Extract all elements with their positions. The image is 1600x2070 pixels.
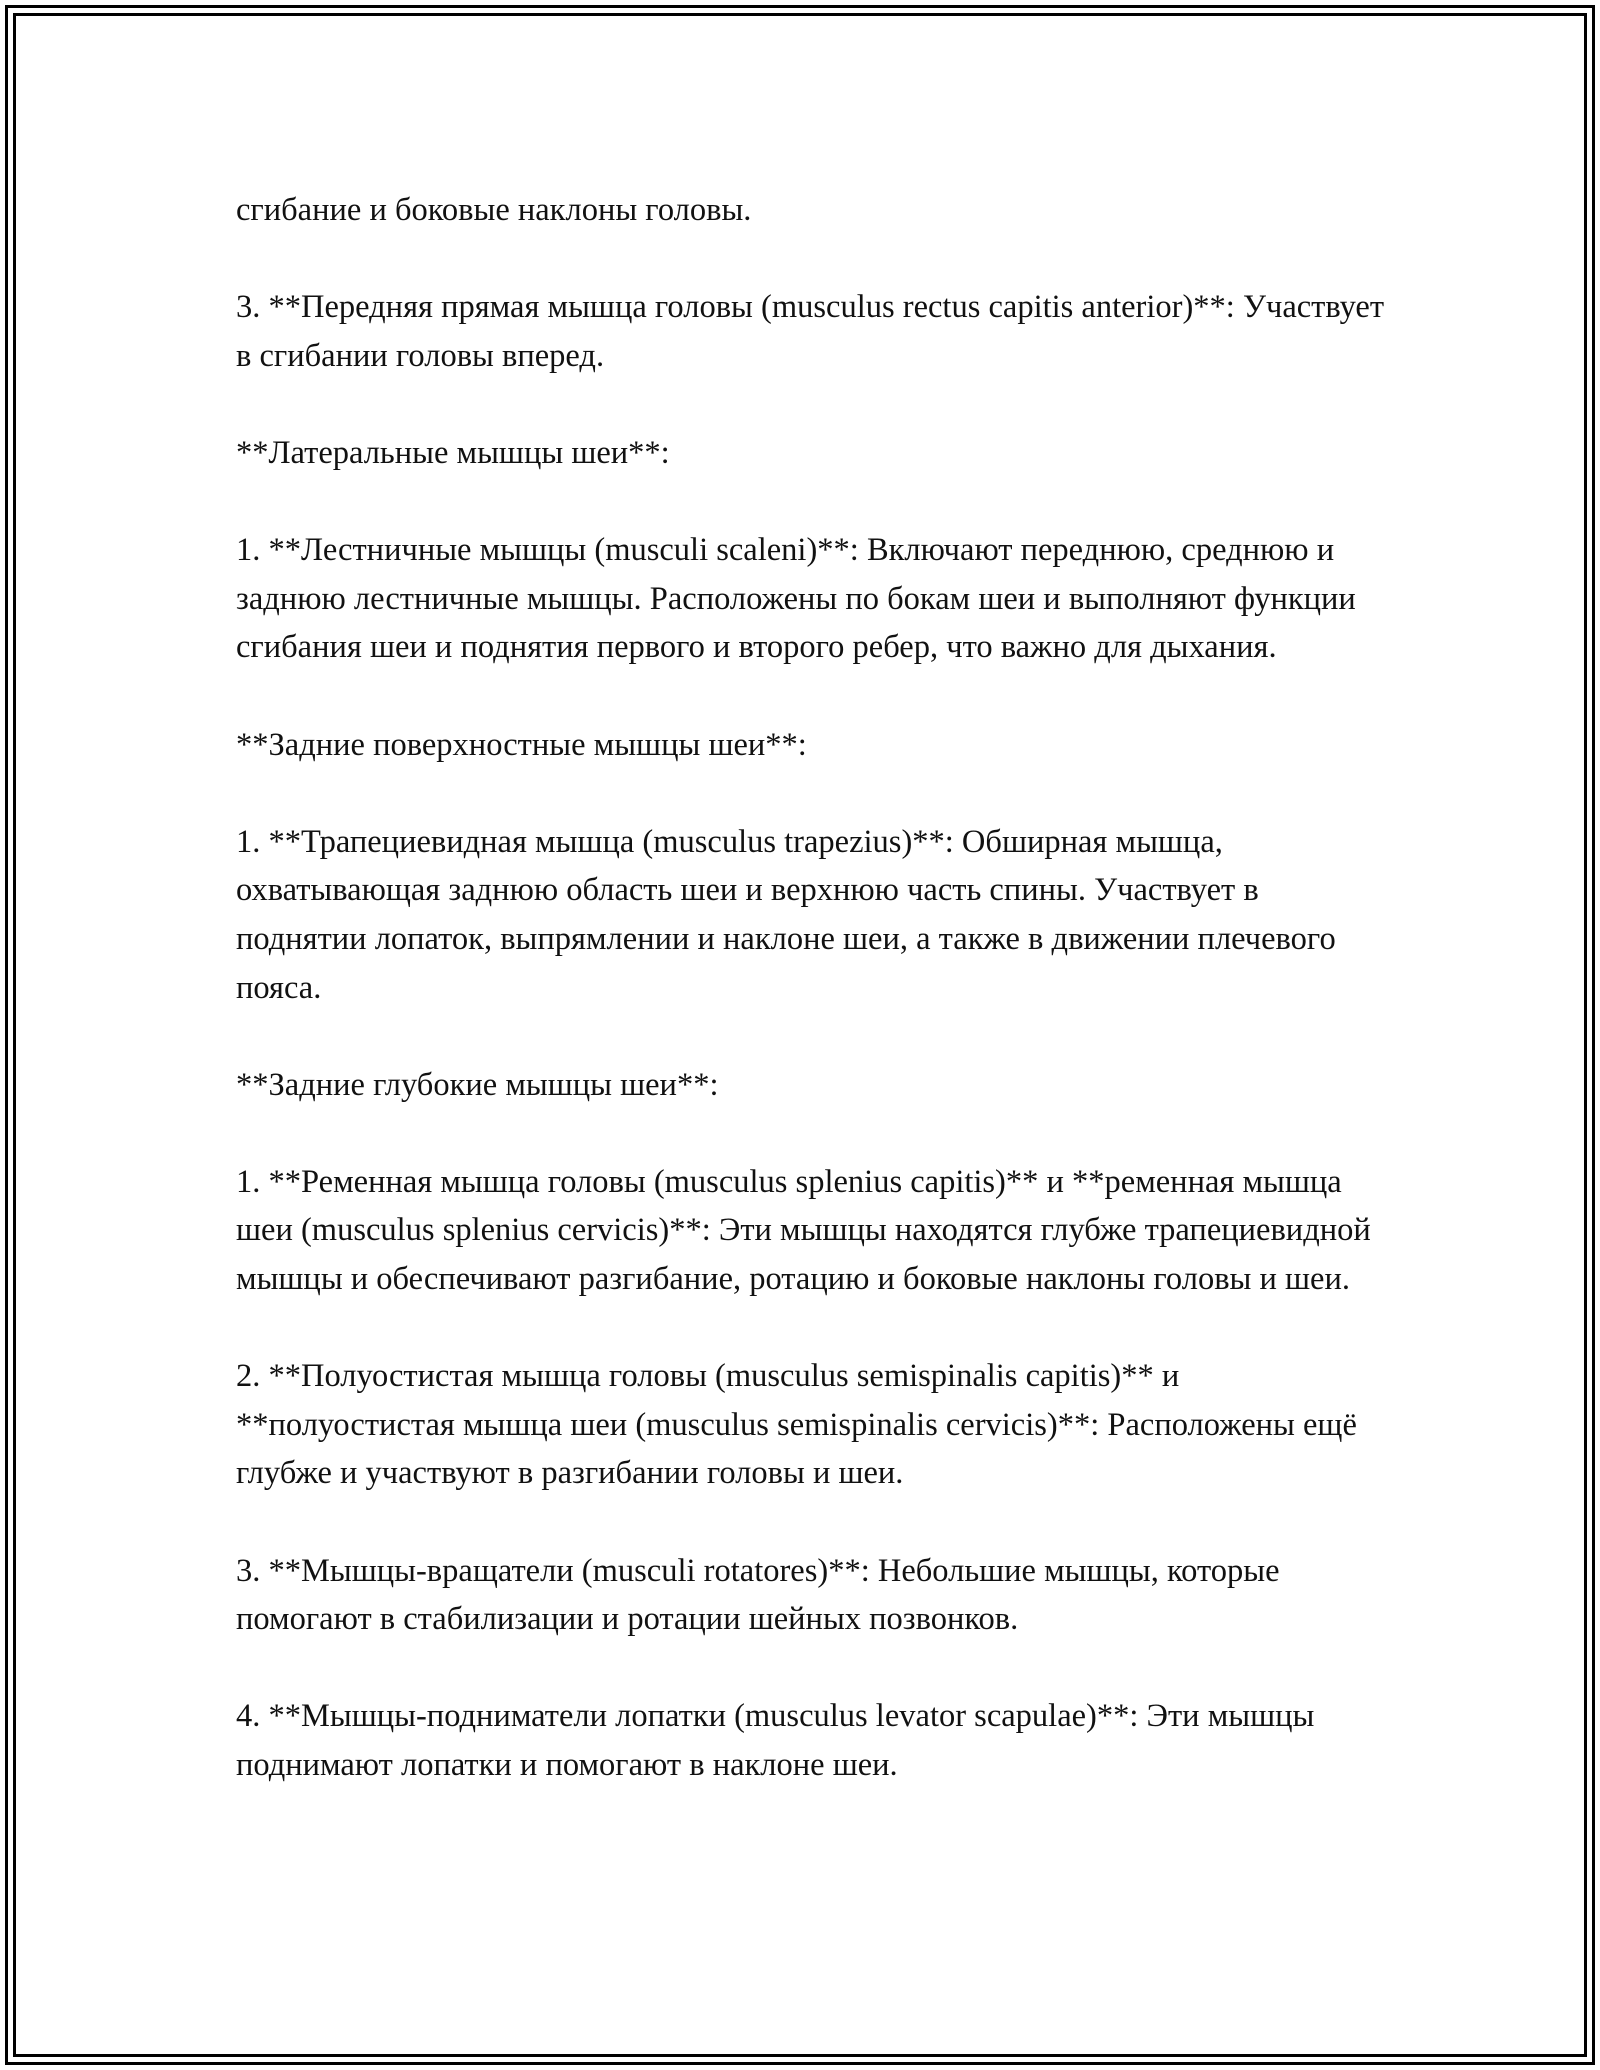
heading-lateral-neck-muscles: **Латеральные мышцы шеи**: bbox=[236, 434, 670, 471]
paragraph-semispinalis: 2. **Полуостистая мышца головы (musculus semispinalis capitis)** и **полуостистая мышца шеи (musculus semispinalis cervicis)**: Расположены ещё глубже и участвуют в разгибании головы и шеи. bbox=[236, 1358, 1357, 1492]
paragraph-scalene-muscles: 1. **Лестничные мышцы (musculi scaleni)**: Включают переднюю, среднюю и заднюю лестничные мышцы. Расположены по бокам шеи и выполняют функции сгибания шеи и поднятия первого и второго ребер, что важно для дыхания. bbox=[236, 532, 1356, 666]
paragraph-trapezius: 1. **Трапециевидная мышца (musculus trapezius)**: Обширная мышца, охватывающая заднюю область шеи и верхнюю часть спины. Участвует в поднятии лопаток, выпрямлении и наклоне шеи, а также в движении плечевого пояса. bbox=[236, 823, 1336, 1006]
paragraph-rectus-capitis-anterior: 3. **Передняя прямая мышца головы (musculus rectus capitis anterior)**: Участвует в сгибании головы вперед. bbox=[236, 289, 1385, 374]
paragraph-rotatores: 3. **Мышцы-вращатели (musculi rotatores)**: Небольшие мышцы, которые помогают в стабилизации и ротации шейных позвонков. bbox=[236, 1552, 1280, 1638]
paragraph-levator-scapulae: 4. **Мышцы-подниматели лопатки (musculus levator scapulae)**: Эти мышцы поднимают лопатки и помогают в наклоне шеи. bbox=[236, 1698, 1315, 1783]
document-body bbox=[236, 186, 1386, 1790]
paragraph-splenius: 1. **Ременная мышца головы (musculus splenius capitis)** и **ременная мышца шеи (musculus splenius cervicis)**: Эти мышцы находятся глубже трапециевидной мышцы и обеспечивают разгибание, ротацию и боковые наклоны головы и шеи. bbox=[236, 1163, 1371, 1298]
heading-posterior-superficial-muscles: **Задние поверхностные мышцы шеи**: bbox=[236, 726, 807, 763]
heading-posterior-deep-muscles: **Задние глубокие мышцы шеи**: bbox=[236, 1066, 719, 1103]
paragraph-continuation: сгибание и боковые наклоны головы. bbox=[236, 192, 752, 228]
